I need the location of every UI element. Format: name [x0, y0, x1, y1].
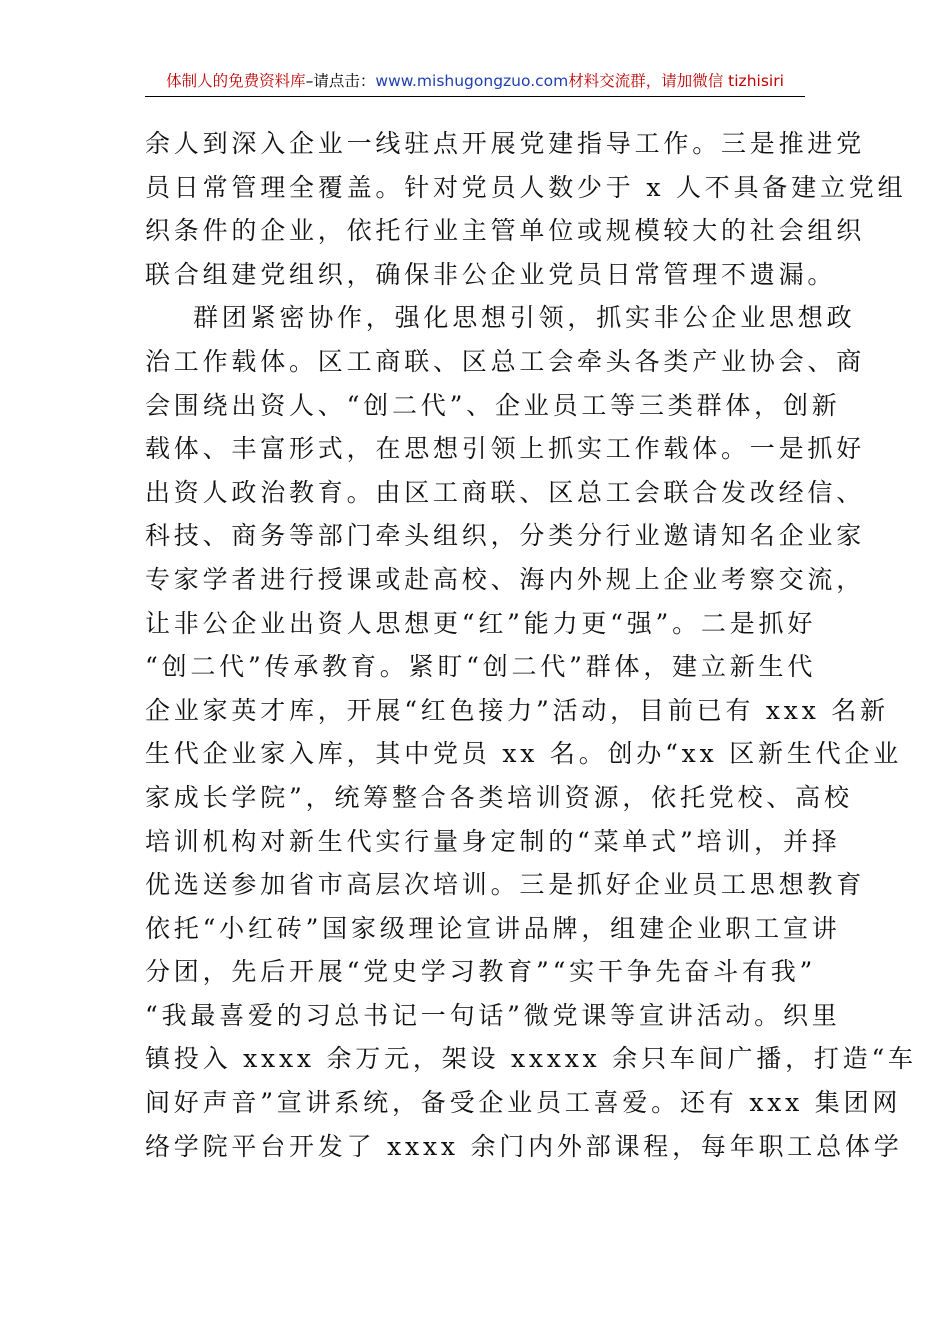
text-line: 余人到深入企业一线驻点开展党建指导工作。三是推进党 [145, 129, 866, 158]
text-line: “创二代”传承教育。紧盯“创二代”群体，建立新生代 [145, 652, 817, 682]
header-contact: 材料交流群，请加微信 tizhisiri [568, 72, 784, 90]
text-line: 依托“小红砖”国家级理论宣讲品牌，组建企业职工宣讲 [145, 913, 841, 943]
text-line: 员日常管理全覆盖。针对党员人数少于 x 人不具备建立党组 [145, 172, 907, 202]
header-url-link[interactable]: www.mishugongzuo.com [375, 72, 569, 90]
text-line: 联合组建党组织，确保非公企业党员日常管理不遗漏。 [145, 259, 837, 289]
paragraph-start-line: 群团紧密协作，强化思想引领，抓实非公企业思想政 [193, 303, 856, 333]
text-line: “我最喜爱的习总书记一句话”微党课等宣讲活动。织里 [145, 1000, 841, 1030]
header-click-prompt: –请点击： [305, 72, 376, 90]
text-line: 生代企业家入库，其中党员 xx 名。创办“xx 区新生代企业 [145, 739, 903, 769]
text-line: 培训机构对新生代实行量身定制的“菜单式”培训，并择 [145, 826, 841, 856]
text-line: 科技、商务等部门牵头组织，分类分行业邀请知名企业家 [145, 521, 866, 551]
text-line: 优选送参加省市高层次培训。三是抓好企业员工思想教育 [145, 870, 866, 900]
text-line: 织条件的企业，依托行业主管单位或规模较大的社会组织 [145, 216, 866, 246]
text-line: 载体、丰富形式，在思想引领上抓实工作载体。一是抓好 [145, 434, 866, 464]
document-body [145, 122, 917, 1168]
text-line: 络学院平台开发了 xxxx 余门内外部课程，每年职工总体学 [145, 1131, 903, 1161]
text-line: 治工作载体。区工商联、区总工会牵头各类产业协会、商 [145, 346, 866, 376]
text-line: 间好声音”宣讲系统，备受企业员工喜爱。还有 xxx 集团网 [145, 1088, 902, 1118]
text-line: 会围绕出资人、“创二代”、企业员工等三类群体，创新 [145, 390, 841, 420]
text-line: 企业家英才库，开展“红色接力”活动，目前已有 xxx 名新 [145, 695, 889, 725]
text-line: 镇投入 xxxx 余万元，架设 xxxxx 余只车间广播，打造“车 [145, 1044, 917, 1074]
text-line: 家成长学院”，统筹整合各类培训资源，依托党校、高校 [145, 782, 853, 812]
text-line: 让非公企业出资人思想更“红”能力更“强”。二是抓好 [145, 608, 817, 638]
header-site-name: 体制人的免费资料库 [166, 72, 306, 90]
text-line: 专家学者进行授课或赴高校、海内外规上企业考察交流， [145, 564, 866, 594]
page-header [145, 66, 805, 97]
text-line: 出资人政治教育。由区工商联、区总工会联合发改经信、 [145, 477, 866, 507]
text-line: 分团，先后开展“党史学习教育”“实干争先奋斗有我” [145, 957, 817, 987]
